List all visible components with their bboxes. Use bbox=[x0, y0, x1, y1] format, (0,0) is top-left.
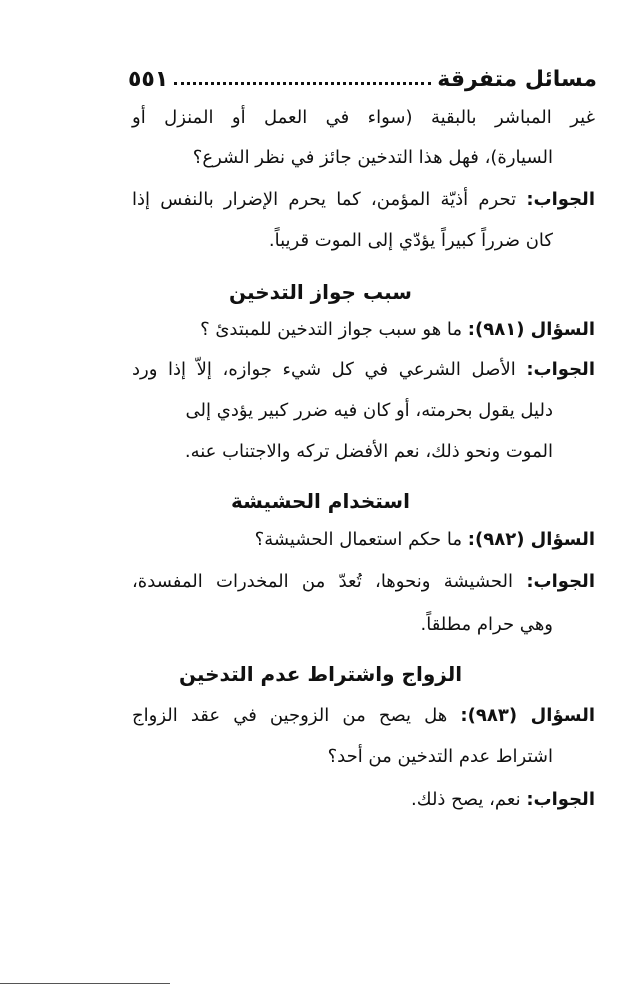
answer-label: الجواب: bbox=[526, 189, 595, 210]
answer-line bbox=[132, 355, 595, 385]
answer-label: الجواب: bbox=[526, 571, 595, 592]
answer-line bbox=[411, 785, 595, 815]
answer-label: الجواب: bbox=[526, 789, 595, 810]
question-line bbox=[132, 701, 595, 731]
text-line: دليل يقول بحرمته، أو كان فيه ضرر كبير يؤدي إلى bbox=[185, 400, 553, 421]
answer-text: الأصل الشرعي في كل شيء جوازه، إلاّ إذا ورد bbox=[132, 359, 516, 380]
text-line: وهي حرام مطلقاً. bbox=[420, 614, 553, 635]
page-number: ٥٥١ bbox=[128, 67, 169, 92]
running-header bbox=[128, 56, 597, 92]
question-text: هل يصح من الزوجين في عقد الزواج bbox=[132, 705, 448, 726]
question-text: ما هو سبب جواز التدخين للمبتدئ ؟ bbox=[200, 319, 463, 340]
question-label: السؤال (٩٨٣): bbox=[460, 705, 595, 726]
text-line: كان ضرراً كبيراً يؤدّي إلى الموت قريباً. bbox=[268, 230, 553, 251]
chapter-title: مسائل متفرقة bbox=[437, 67, 597, 92]
question-text: ما حكم استعمال الحشيشة؟ bbox=[254, 529, 463, 550]
text-line: غير المباشر بالبقية (سواء في العمل أو المنزل أو bbox=[132, 107, 595, 128]
answer-line bbox=[132, 185, 595, 215]
answer-text: تحرم أذيّة المؤمن، كما يحرم الإضرار بالنفس إذا bbox=[132, 189, 517, 210]
section-heading: الزواج واشتراط عدم التدخين bbox=[178, 662, 463, 686]
answer-line bbox=[132, 567, 595, 597]
question-line bbox=[255, 525, 595, 555]
text-line: الموت ونحو ذلك، نعم الأفضل تركه والاجتناب عنه. bbox=[184, 441, 553, 462]
section-heading: استخدام الحشيشة bbox=[231, 489, 410, 513]
bottom-rule bbox=[0, 983, 170, 984]
text-line: اشتراط عدم التدخين من أحد؟ bbox=[327, 746, 553, 767]
question-line bbox=[200, 315, 595, 345]
answer-label: الجواب: bbox=[526, 359, 595, 380]
question-label: السؤال (٩٨٢): bbox=[467, 529, 595, 550]
dot-leader bbox=[174, 82, 431, 85]
answer-text: الحشيشة ونحوها، تُعدّ من المخدرات المفسدة، bbox=[132, 571, 514, 592]
text-line: السيارة)، فهل هذا التدخين جائز في نظر الشرع؟ bbox=[192, 147, 553, 168]
section-heading: سبب جواز التدخين bbox=[229, 280, 412, 304]
question-label: السؤال (٩٨١): bbox=[467, 319, 595, 340]
answer-text: نعم، يصح ذلك. bbox=[411, 789, 521, 810]
